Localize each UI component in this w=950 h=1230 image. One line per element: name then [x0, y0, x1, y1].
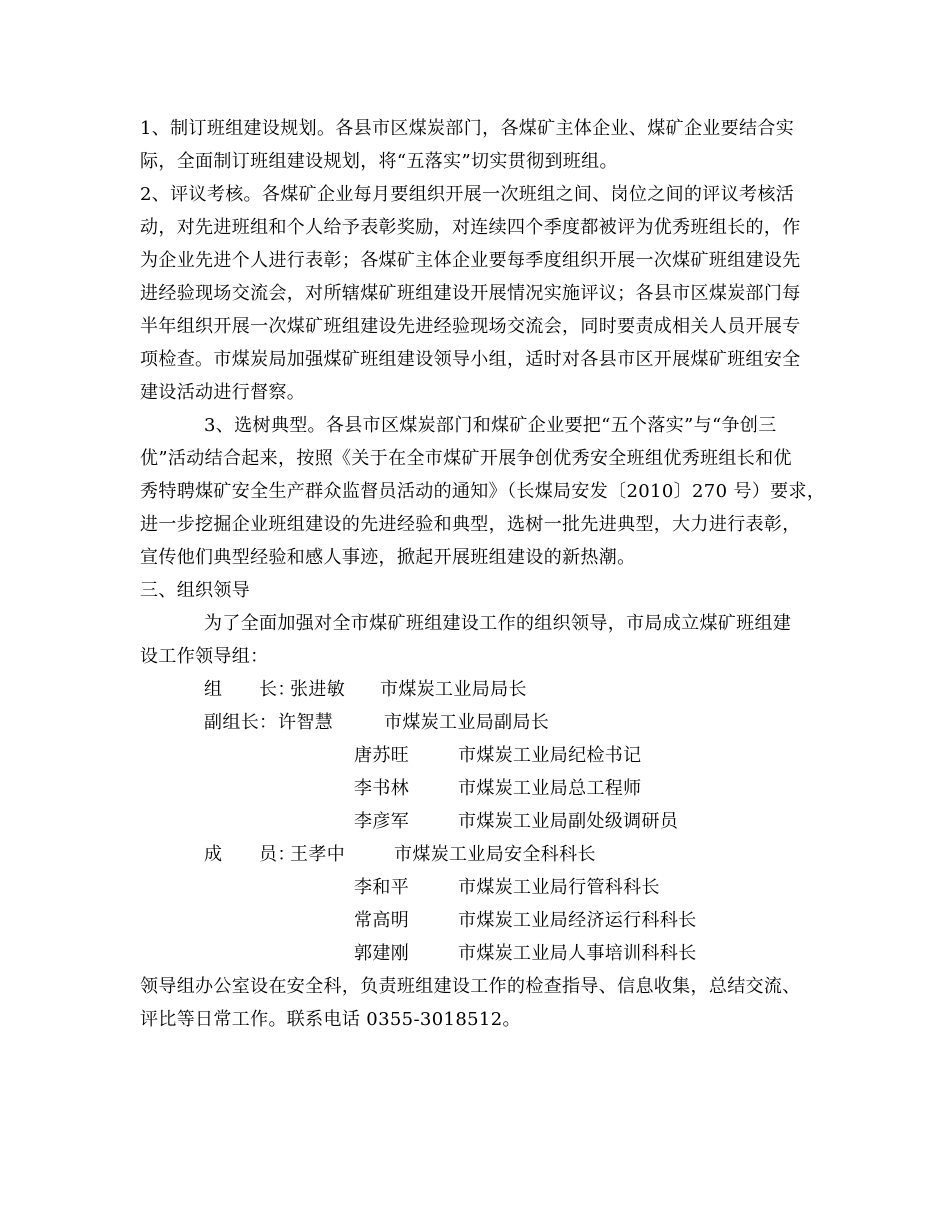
roster-title: 市煤炭工业局人事培训科科长: [458, 943, 697, 964]
paragraph-2-line-4: 进经验现场交流会，对所辖煤矿班组建设开展情况实施评议；各县市区煤炭部门每: [140, 283, 801, 304]
closing-line-2: 评比等日常工作。联系电话 0355-3018512。: [140, 1009, 521, 1030]
roster-title: 市煤炭工业局总工程师: [458, 778, 642, 799]
roster-name: 郭建刚: [354, 943, 410, 964]
roster-label: 组 长：: [204, 679, 296, 700]
roster-name: 李书林: [354, 778, 410, 799]
paragraph-4-line-2: 设工作领导组：: [140, 646, 269, 667]
roster-title: 市煤炭工业局安全科科长: [394, 844, 596, 865]
closing-line-1: 领导组办公室设在安全科，负责班组建设工作的检查指导、信息收集，总结交流、: [140, 976, 801, 997]
paragraph-3-line-3: 秀特聘煤矿安全生产群众监督员活动的通知》（长煤局安发〔2010〕270 号）要求，: [140, 481, 826, 502]
roster-name: 张进敏: [290, 679, 346, 700]
paragraph-3-line-1: 3、选树典型。各县市区煤炭部门和煤矿企业要把“五个落实”与“争创三: [204, 415, 777, 436]
paragraph-1-line-1: 1、制订班组建设规划。各县市区煤炭部门，各煤矿主体企业、煤矿企业要结合实: [140, 118, 795, 139]
roster-name: 许智慧: [278, 712, 334, 733]
paragraph-2-line-5: 半年组织开展一次煤矿班组建设先进经验现场交流会，同时要责成相关人员开展专: [140, 316, 801, 337]
paragraph-2-line-2: 动，对先进班组和个人给予表彰奖励，对连续四个季度都被评为优秀班组长的，作: [140, 217, 801, 238]
paragraph-2-line-7: 建设活动进行督察。: [140, 382, 306, 403]
paragraph-3-line-4: 进一步挖掘企业班组建设的先进经验和典型，选树一批先进典型，大力进行表彰，: [140, 514, 801, 535]
section-heading: 三、组织领导: [140, 580, 251, 601]
roster-label: 副组长：: [204, 712, 278, 733]
roster-title: 市煤炭工业局副处级调研员: [458, 811, 679, 832]
paragraph-4-line-1: 为了全面加强对全市煤矿班组建设工作的组织领导，市局成立煤矿班组建: [204, 613, 792, 634]
paragraph-3-line-2: 优”活动结合起来，按照《关于在全市煤矿开展争创优秀安全班组优秀班组长和优: [140, 448, 792, 469]
roster-name: 李彦军: [354, 811, 410, 832]
roster-name: 唐苏旺: [354, 745, 410, 766]
roster-title: 市煤炭工业局局长: [380, 679, 527, 700]
roster-title: 市煤炭工业局经济运行科科长: [458, 910, 697, 931]
paragraph-2-line-3: 为企业先进个人进行表彰；各煤矿主体企业要每季度组织开展一次煤矿班组建设先: [140, 250, 801, 271]
roster-name: 常高明: [354, 910, 410, 931]
roster-title: 市煤炭工业局副局长: [384, 712, 550, 733]
roster-label: 成 员：: [204, 844, 296, 865]
roster-name: 李和平: [354, 877, 410, 898]
paragraph-2-line-1: 2、评议考核。各煤矿企业每月要组织开展一次班组之间、岗位之间的评议考核活: [140, 184, 795, 205]
paragraph-1-line-2: 际，全面制订班组建设规划，将“五落实”切实贯彻到班组。: [140, 151, 618, 172]
paragraph-2-line-6: 项检查。市煤炭局加强煤矿班组建设领导小组，适时对各县市区开展煤矿班组安全: [140, 349, 801, 370]
roster-title: 市煤炭工业局纪检书记: [458, 745, 642, 766]
paragraph-3-line-5: 宣传他们典型经验和感人事迹，掀起开展班组建设的新热潮。: [140, 547, 636, 568]
roster-name: 王孝中: [290, 844, 346, 865]
roster-title: 市煤炭工业局行管科科长: [458, 877, 660, 898]
